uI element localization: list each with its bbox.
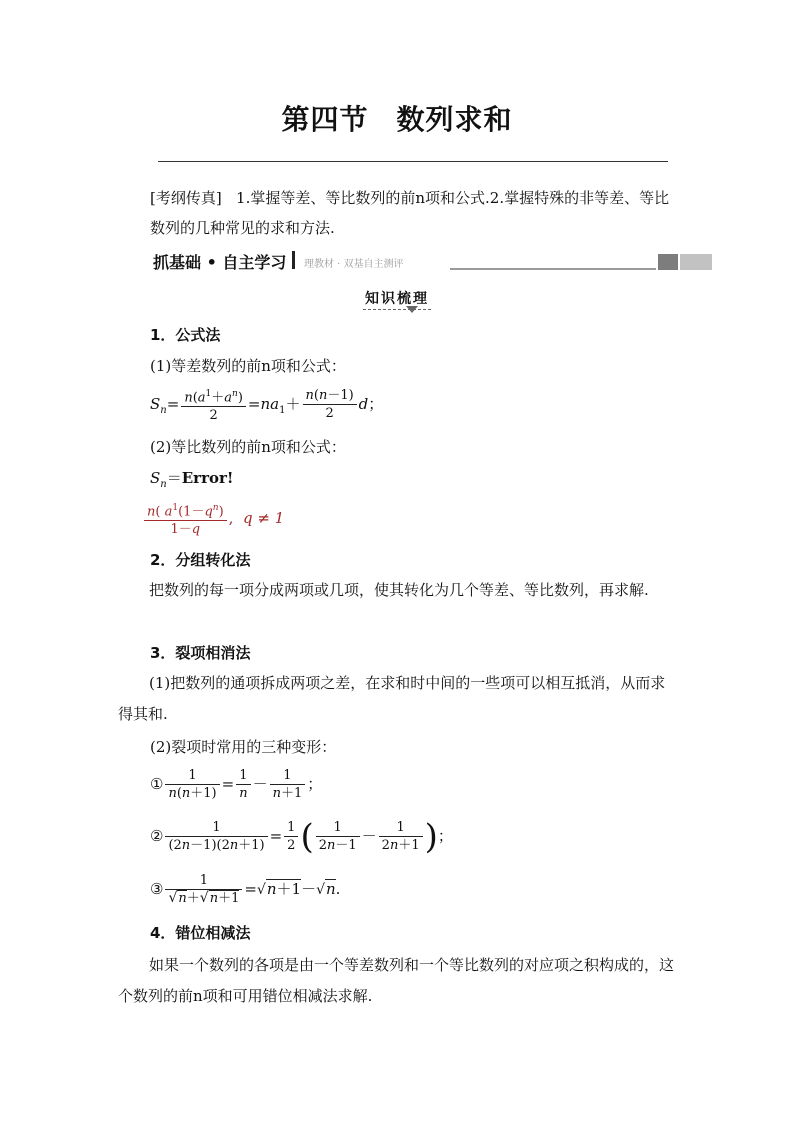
sec1-p1: (1)等差数列的前n项和公式： (150, 357, 346, 375)
banner-title: 抓基础 • 自主学习 (153, 253, 287, 272)
title-rule (158, 161, 668, 162)
sec4-body: 如果一个数列的各项是由一个等差数列和一个等比数列的对应项之积构成的，这个数列的前n项和可用错位相减法求解. (118, 956, 675, 1005)
split-formula-2: ② $\frac{1}{(2n-1)(2n+1)}$ = $\frac{1}{2}$ ( $\frac{1}{2n-1}$ － $\frac{1}{2n+1}$ )； (150, 817, 453, 857)
sec2-heading: 2．分组转化法 (150, 551, 251, 569)
knowledge-heading (0, 288, 794, 308)
banner-block-dark (658, 254, 678, 270)
section-banner (150, 250, 712, 272)
banner-line (450, 268, 656, 270)
sec3-heading: 3．裂项相消法 (150, 644, 251, 662)
sec3-p1: (1)把数列的通项拆成两项之差，在求和时中间的一些项可以相互抵消，从而求得其和. (118, 674, 666, 723)
split-formula-1: ① $\frac{1}{n(n+1)}$ = $\frac{1}{n}$ － $\frac{1}{n+1}$ ； (150, 768, 323, 801)
sec1-p2: (2)等比数列的前n项和公式： (150, 438, 346, 456)
banner-separator (292, 251, 295, 269)
formula-geo-sum: $S_n=Error$! (150, 469, 234, 490)
kaogang-text: 1.掌握等差、等比数列的前n项和公式.2.掌握特殊的非等差、等比数列的几种常见的求和方法. (150, 189, 670, 237)
circle-1: ① (150, 775, 164, 793)
sec4-heading: 4．错位相减法 (150, 924, 251, 942)
knowledge-heading-text: 知识梳理 (363, 291, 431, 310)
kaogang-block (150, 183, 670, 243)
title-section: 第四节 (281, 103, 369, 136)
title-topic: 数列求和 (396, 103, 513, 136)
kaogang-label: [考纲传真] (150, 189, 222, 207)
error-text: Error! (181, 469, 234, 487)
circle-3: ③ (150, 880, 164, 898)
banner-block-light (680, 254, 712, 270)
split-formula-3: ③ $\frac{1}{√n+√n+1}$ =√n＋1－√n. (150, 873, 341, 906)
sec2-body: 把数列的每一项分成两项或几项，使其转化为几个等差、等比数列，再求解. (149, 581, 649, 599)
banner-subtitle: 理教材 · 双基自主测评 (304, 259, 404, 270)
formula-arith-sum: $S_n=$ $\frac{n(a^1+a^n)}{2}$ $=na_1+$ $\frac{n(n-1)}{2}$ d； (150, 388, 384, 424)
sec1-heading: 1．公式法 (150, 326, 221, 344)
geo-condition: q ≠ 1 (242, 509, 285, 528)
page-title (0, 98, 794, 138)
sec3-p2: (2)裂项时常用的三种变形： (150, 738, 337, 756)
down-triangle-icon (406, 306, 418, 313)
circle-2: ② (150, 827, 164, 845)
formula-geo-fraction: $\frac{n( a^1(1-q^n)}{1-q}$ , q ≠ 1 (142, 500, 284, 538)
